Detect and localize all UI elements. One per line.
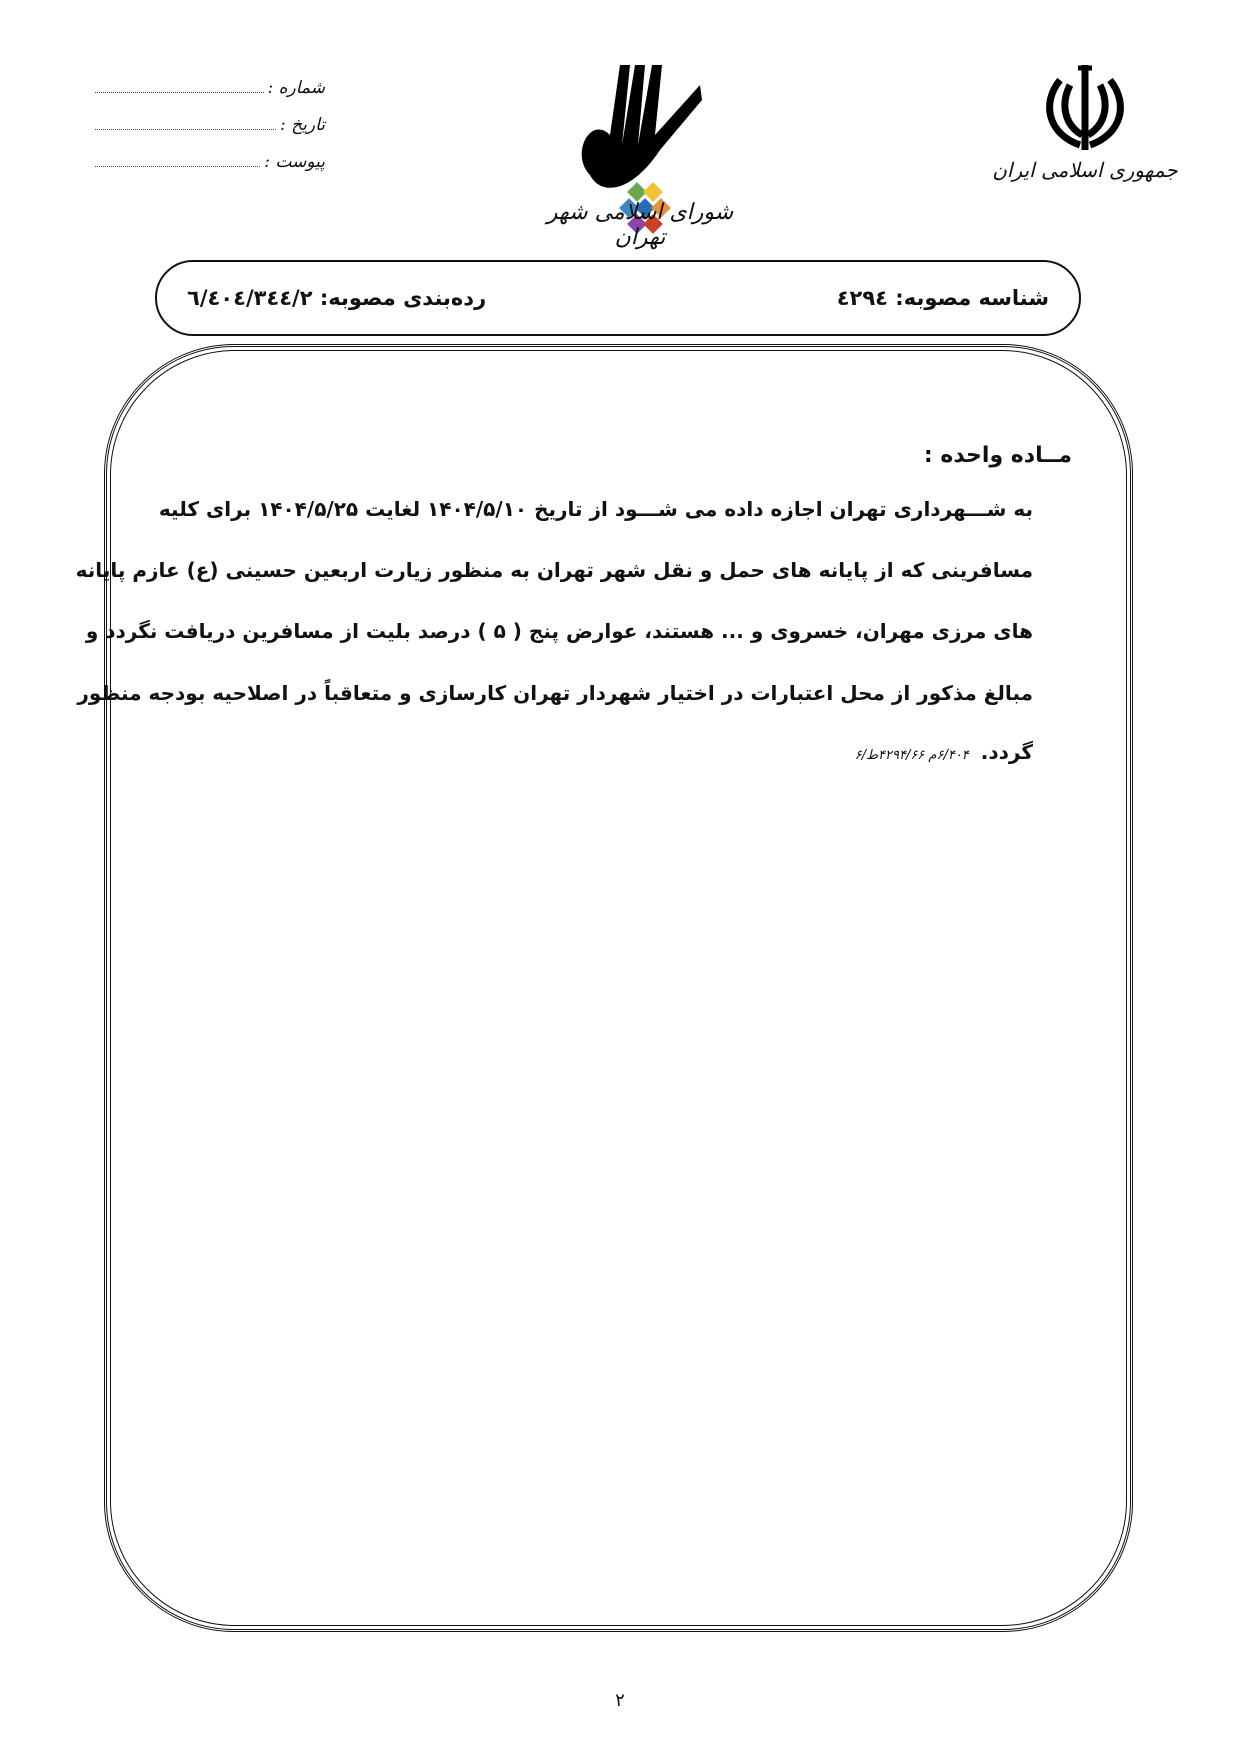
resolution-id-box — [155, 260, 1081, 336]
resolution-classification: رده‌بندی مصوبه: ٦/٤٠٤/٣٤٤/٢ — [187, 286, 487, 310]
letter-fields — [95, 78, 325, 189]
page-number: ۲ — [615, 1690, 625, 1711]
article-heading: مــاده واحده : — [923, 443, 1072, 468]
attachment-field: پیوست : — [95, 152, 325, 189]
council-name: شورای اسلامی شهر تهران — [546, 200, 734, 250]
date-field: تاریخ : — [95, 115, 325, 152]
body-line: به شـــهرداری تهران اجازه داده می شـــود از تاریخ ۱۴۰۴/۵/۱۰ لغایت ۱۴۰۴/۵/۲۵ برای کلیه — [158, 497, 1033, 521]
content-frame-inner — [75, 350, 1127, 1626]
body-line: مسافرینی که از پایانه های حمل و نقل شهر تهران به منظور زیارت اربعین حسینی (ع) عازم پایانه — [75, 558, 1033, 582]
reference-number: ۶/۴۰۴م ۴۲۹۴/۶۶ط/۶ — [854, 748, 969, 763]
iran-emblem-icon — [1040, 60, 1130, 160]
number-field: شماره : — [95, 78, 325, 115]
resolution-id: شناسه مصوبه: ٤٢٩٤ — [836, 286, 1049, 310]
body-line: های مرزی مهران، خسروی و ... هستند، عوارض پنج ( ۵ ) درصد بلیت از مسافرین دریافت نگردد و — [85, 619, 1033, 643]
republic-name: جمهوری اسلامی ایران — [992, 158, 1178, 182]
body-line: مبالغ مذکور از محل اعتبارات در اختیار شهردار تهران کارسازی و متعاقباً در اصلاحیه بودجه منظور — [77, 681, 1033, 705]
body-line-last: گردد.۶/۴۰۴م ۴۲۹۴/۶۶ط/۶ — [854, 740, 1033, 764]
